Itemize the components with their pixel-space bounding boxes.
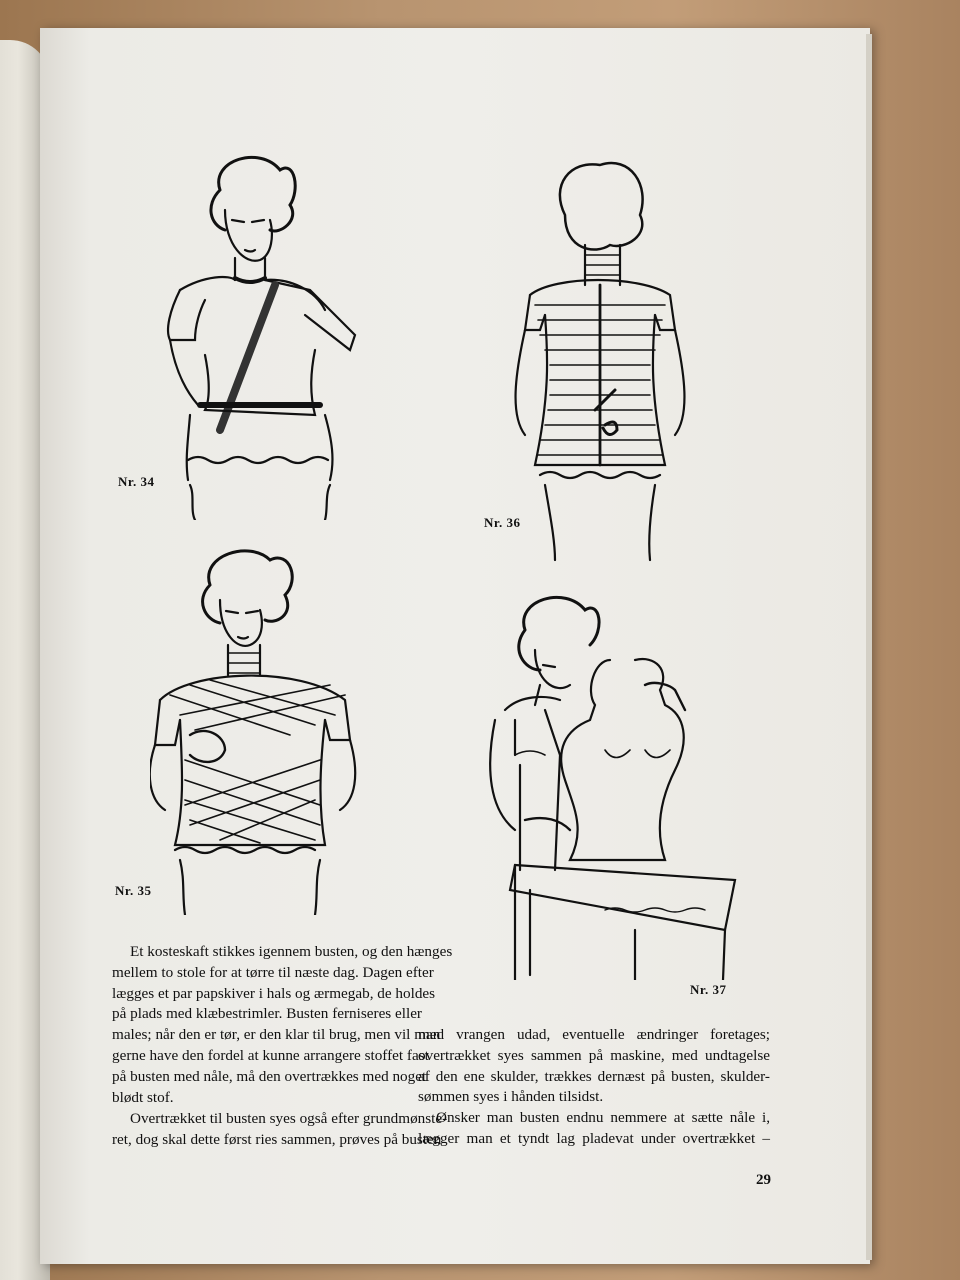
text-line: Et kosteskaft stikkes igennem busten, og den hænges [130,943,453,960]
text-line: gerne have den fordel at kunne arrangere stoffet fast [112,1046,429,1064]
text-line: males; når den er tør, er den klar til brug, men vil man [112,1026,441,1044]
text-line: med vrangen udad, eventuelle ændringer foretages; [418,1026,770,1043]
text-line: Overtrækket til busten syes også efter grundmønste- [130,1110,448,1127]
text-line: overtrækket syes sammen på maskine, med undtagelse [418,1046,770,1064]
text-line: af den ene skulder, trækkes dernæst på busten, skulder- [418,1067,770,1085]
text-line: på busten med nåle, må den overtrækkes med noget [112,1067,427,1085]
illustration-nr-35 [150,545,380,915]
illustration-nr-37 [485,590,745,980]
right-column-paragraph-1 [418,1025,770,1108]
text-line: lægger man et tyndt lag pladevat under overtrækket – [418,1129,770,1147]
right-column-paragraph-2 [418,1108,770,1150]
figure-caption: Nr. 34 [118,474,155,489]
text-line: ret, dog skal dette først ries sammen, prøves på busten [112,1130,442,1148]
figure-caption: Nr. 35 [115,883,152,898]
text-line: blødt stof. [112,1088,174,1106]
text-line: mellem to stole for at tørre til næste dag. Dagen efter [112,963,434,981]
page-number: 29 [756,1172,771,1188]
left-column-paragraph-1 [112,942,453,1108]
text-line: på plads med klæbestrimler. Busten ferniseres eller [112,1005,422,1023]
text-line: Ønsker man busten endnu nemmere at sætte nåle i, [436,1109,770,1126]
page-stack-edge [866,34,872,1260]
figure-caption: Nr. 37 [690,982,727,997]
figure-caption: Nr. 36 [484,515,521,530]
illustration-nr-36 [510,155,690,565]
text-line: lægges et par papskiver i hals og ærmegab, de holdes [112,984,436,1002]
illustration-nr-34 [150,150,380,520]
left-column-paragraph-2 [112,1109,448,1151]
text-line: sømmen syes i hånden tilsidst. [418,1088,604,1106]
